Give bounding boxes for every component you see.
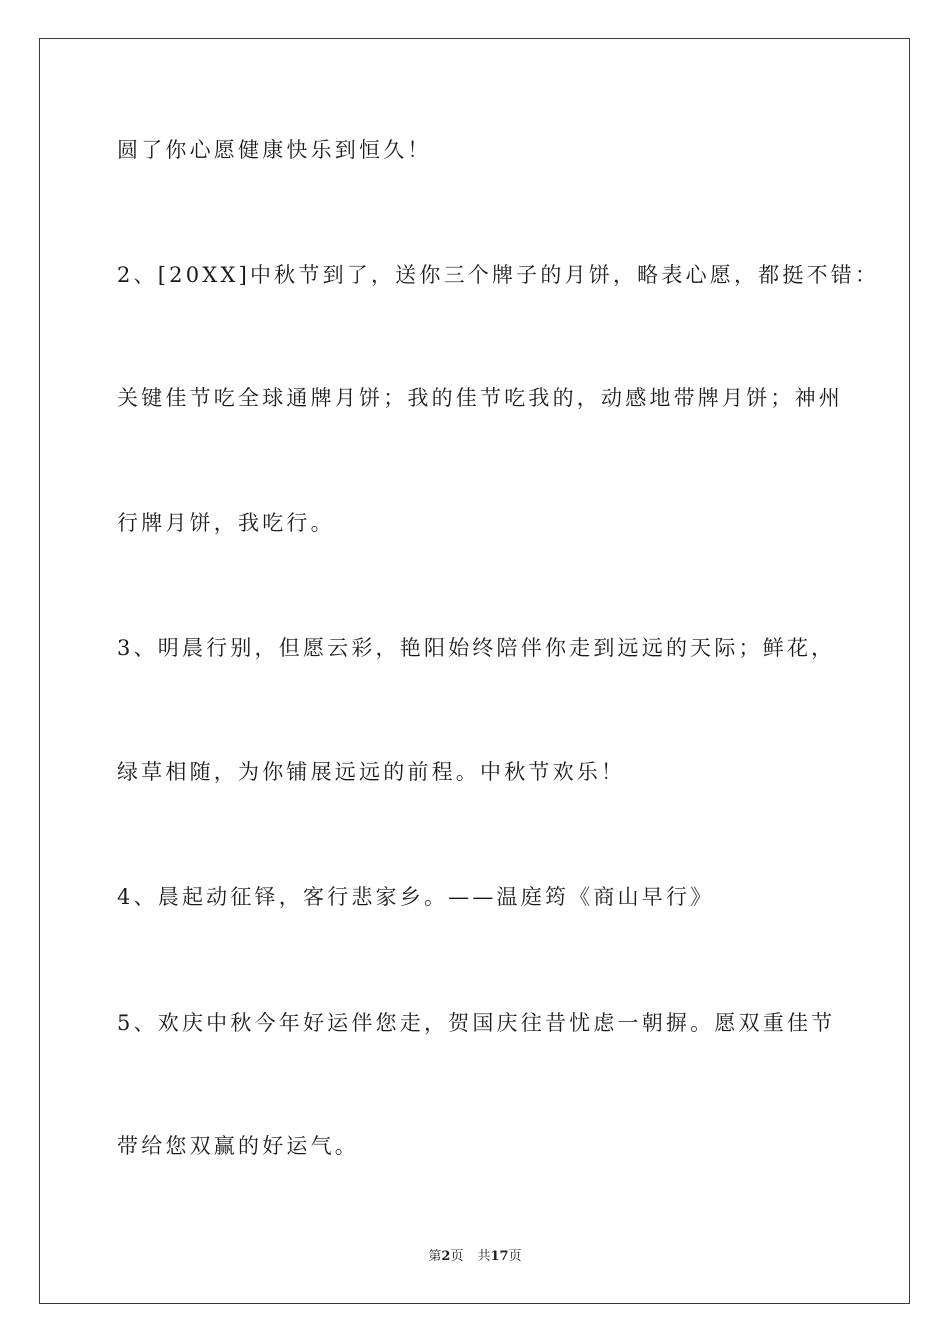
text-line-7: 4、晨起动征铎，客行悲家乡。——温庭筠《商山早行》 — [117, 885, 715, 909]
text-line-3: 关键佳节吃全球通牌月饼；我的佳节吃我的，动感地带牌月饼；神州 — [117, 386, 843, 410]
text-line-4: 行牌月饼，我吃行。 — [117, 511, 335, 535]
page-frame — [39, 38, 910, 1304]
total-pages: 17 — [490, 1249, 509, 1264]
page-footer — [0, 1248, 950, 1266]
text-line-5: 3、明晨行别，但愿云彩，艳阳始终陪伴你走到远远的天际；鲜花， — [117, 636, 836, 660]
text-line-1: 圆了你心愿健康快乐到恒久！ — [117, 138, 432, 162]
page-prefix: 第 — [428, 1249, 442, 1264]
text-line-8: 5、欢庆中秋今年好运伴您走，贺国庆往昔忧虑一朝摒。愿双重佳节 — [117, 1011, 836, 1035]
total-prefix: 共 — [477, 1249, 491, 1264]
total-suffix: 页 — [508, 1249, 522, 1264]
text-line-9: 带给您双赢的好运气。 — [117, 1134, 359, 1158]
text-line-6: 绿草相随，为你铺展远远的前程。中秋节欢乐！ — [117, 760, 626, 784]
page-suffix: 页 — [450, 1249, 464, 1264]
text-line-2: 2、[20XX]中秋节到了，送你三个牌子的月饼，略表心愿，都挺不错： — [117, 263, 880, 287]
page-number: 2 — [441, 1249, 451, 1264]
